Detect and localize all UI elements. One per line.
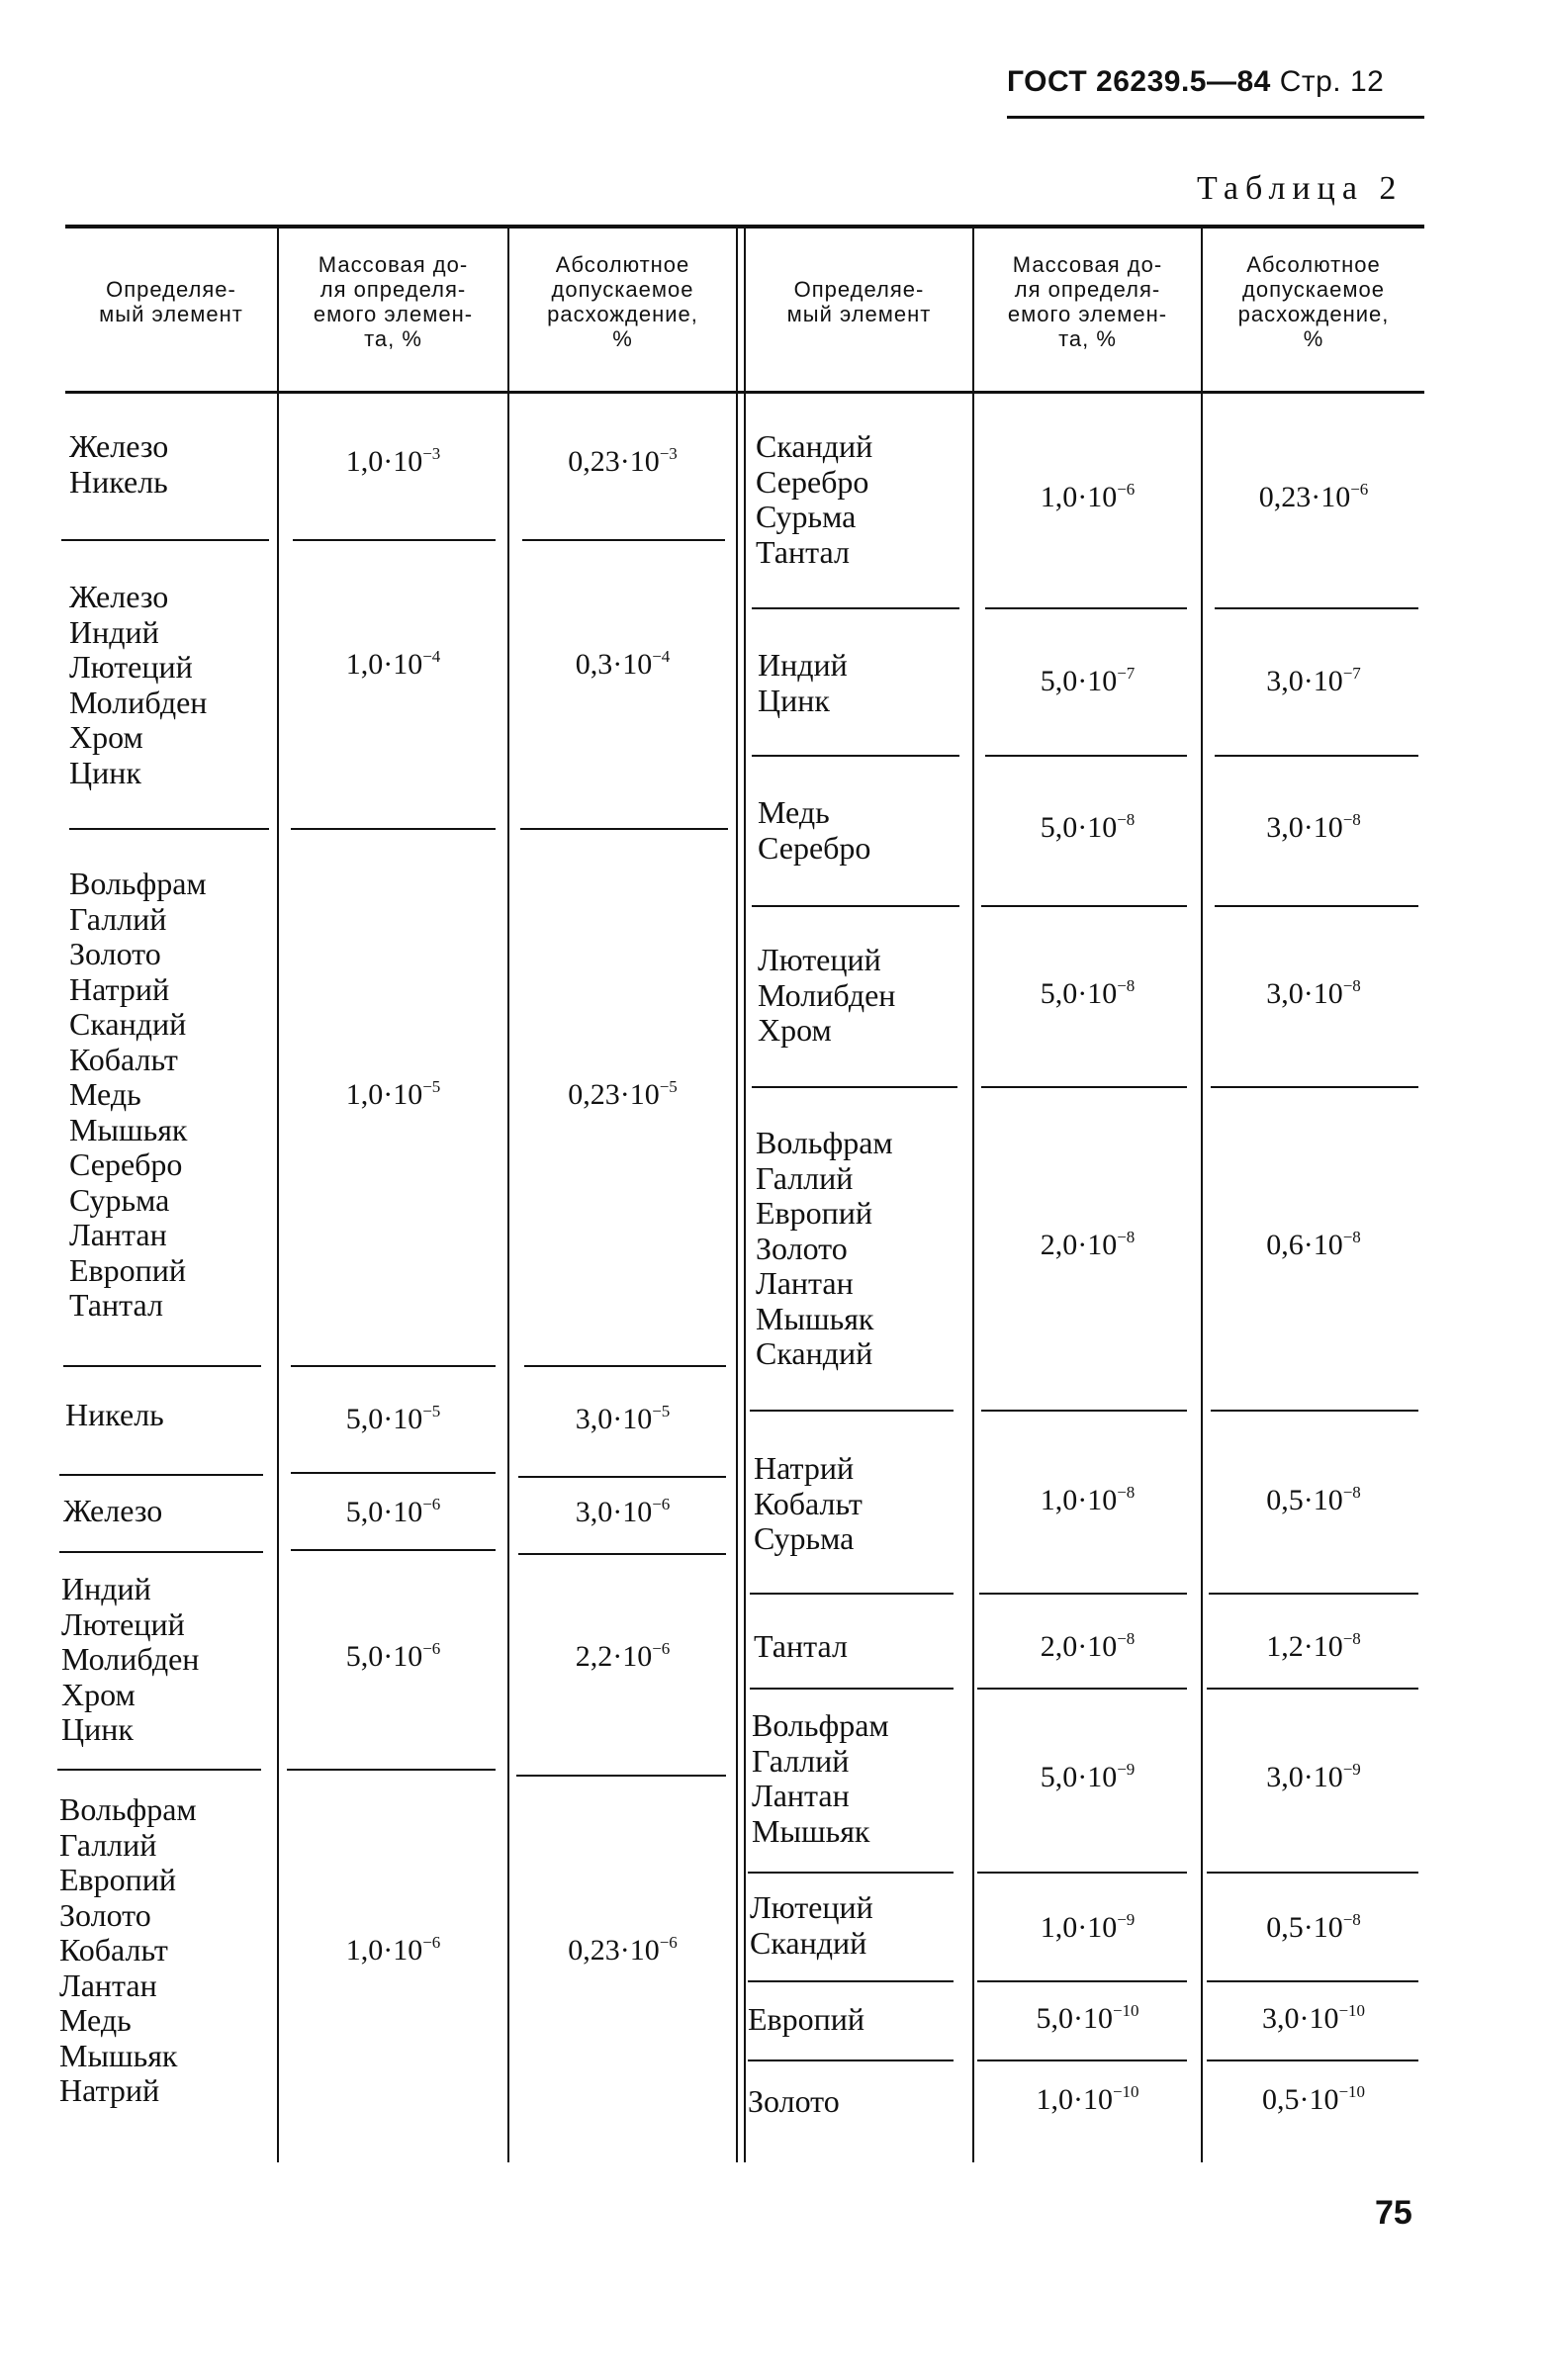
mass-fraction-value: $1,0\cdot 10^{-4}$ [345, 647, 441, 681]
row-separator [69, 828, 269, 830]
col-divider-double [744, 229, 746, 2162]
row-elements: Вольфрам Галлий Лантан Мышьяк [752, 1707, 889, 1849]
row-separator [522, 539, 725, 541]
col-divider-double [736, 229, 738, 2162]
tolerance-value: $0,3\cdot 10^{-4}$ [575, 647, 671, 681]
row-separator [977, 1688, 1187, 1690]
mass-fraction-value: $2,0\cdot 10^{-8}$ [1040, 1629, 1136, 1663]
header-tol-left [509, 252, 736, 351]
col-divider [972, 229, 974, 2162]
header-mass-label: Массовая до- ля определя- емого элемен- та, % [1007, 252, 1168, 351]
row-elements: Лютеций Скандий [750, 1889, 873, 1961]
page-label: Стр. 12 [1279, 65, 1385, 98]
header-tol-right [1203, 252, 1424, 351]
table-caption: Таблица 2 [1197, 170, 1404, 207]
row-separator [752, 607, 959, 609]
row-separator [291, 1472, 496, 1474]
standard-code: ГОСТ 26239.5—84 [1007, 65, 1271, 98]
row-elements: Индий Лютеций Молибден Хром Цинк [61, 1571, 200, 1747]
row-separator [291, 1365, 496, 1367]
col-divider [1201, 229, 1203, 2162]
header-element-label: Определяе- мый элемент [99, 277, 243, 326]
tolerance-value: $3,0\cdot 10^{-5}$ [575, 1402, 671, 1435]
row-separator [1215, 905, 1418, 907]
row-separator [750, 1410, 954, 1412]
mass-fraction-value: $5,0\cdot 10^{-8}$ [1040, 810, 1136, 844]
mass-fraction-value: $1,0\cdot 10^{-6}$ [345, 1933, 441, 1967]
row-elements: Вольфрам Галлий Европий Золото Лантан Мышьяк Скандий [756, 1125, 893, 1371]
row-elements: Скандий Серебро Сурьма Тантал [756, 428, 873, 570]
page-number: 75 [1375, 2194, 1412, 2232]
running-header [1007, 65, 1384, 99]
row-elements: Медь Серебро [758, 794, 871, 866]
row-separator [1215, 755, 1418, 757]
row-separator [1207, 1688, 1418, 1690]
tolerance-value: $0,23\cdot 10^{-3}$ [568, 444, 678, 478]
header-mass-left [279, 252, 507, 351]
header-rule [1007, 116, 1424, 119]
tolerance-value: $0,5\cdot 10^{-10}$ [1261, 2082, 1366, 2116]
row-separator [520, 828, 728, 830]
row-elements: Вольфрам Галлий Европий Золото Кобальт Лантан Медь Мышьяк Натрий [59, 1791, 197, 2108]
row-separator [287, 1769, 496, 1771]
header-mass-right [974, 252, 1201, 351]
row-elements: Тантал [754, 1628, 848, 1664]
row-elements: Лютеций Молибден Хром [758, 942, 896, 1048]
row-separator [977, 2060, 1187, 2061]
row-elements: Натрий Кобальт Сурьма [754, 1450, 863, 1556]
row-elements: Вольфрам Галлий Золото Натрий Скандий Кобальт Медь Мышьяк Серебро Сурьма Лантан Европий Тантал [69, 866, 207, 1323]
row-separator [979, 1593, 1187, 1595]
mass-fraction-value: $1,0\cdot 10^{-5}$ [345, 1077, 441, 1111]
tolerance-value: $0,6\cdot 10^{-8}$ [1266, 1228, 1361, 1261]
mass-fraction-value: $2,0\cdot 10^{-8}$ [1040, 1228, 1136, 1261]
tolerance-value: $0,5\cdot 10^{-8}$ [1266, 1483, 1361, 1516]
mass-fraction-value: $5,0\cdot 10^{-7}$ [1040, 664, 1136, 697]
row-separator [1207, 1872, 1418, 1874]
header-element-right [746, 277, 972, 326]
row-elements: Золото [748, 2083, 840, 2119]
row-separator [752, 1086, 957, 1088]
row-elements: Индий Цинк [758, 647, 848, 718]
header-element-left [65, 277, 277, 326]
mass-fraction-value: $5,0\cdot 10^{-6}$ [345, 1495, 441, 1528]
mass-fraction-value: $5,0\cdot 10^{-10}$ [1036, 2001, 1139, 2035]
row-separator [752, 755, 959, 757]
row-separator [977, 1980, 1187, 1982]
row-separator [59, 1474, 263, 1476]
mass-fraction-value: $5,0\cdot 10^{-6}$ [345, 1639, 441, 1673]
row-separator [1209, 1593, 1418, 1595]
tolerance-value: $3,0\cdot 10^{-8}$ [1266, 810, 1361, 844]
row-elements: Железо Никель [69, 428, 169, 500]
row-separator [1207, 1980, 1418, 1982]
row-separator [63, 1365, 261, 1367]
mass-fraction-value: $5,0\cdot 10^{-8}$ [1040, 976, 1136, 1010]
col-divider [507, 229, 509, 2162]
row-separator [977, 1872, 1187, 1874]
row-separator [524, 1365, 726, 1367]
header-tol-label: Абсолютное допускаемое расхождение, % [1237, 252, 1390, 351]
mass-fraction-value: $1,0\cdot 10^{-3}$ [345, 444, 441, 478]
tolerance-value: $3,0\cdot 10^{-8}$ [1266, 976, 1361, 1010]
row-separator [981, 1086, 1187, 1088]
tolerance-value: $3,0\cdot 10^{-7}$ [1266, 664, 1361, 697]
row-separator [1211, 1410, 1418, 1412]
row-elements: Железо Индий Лютеций Молибден Хром Цинк [69, 579, 208, 790]
tolerance-value: $3,0\cdot 10^{-10}$ [1261, 2001, 1366, 2035]
header-tol-label: Абсолютное допускаемое расхождение, % [547, 252, 698, 351]
row-separator [291, 828, 496, 830]
mass-fraction-value: $1,0\cdot 10^{-9}$ [1040, 1910, 1136, 1944]
row-elements: Никель [65, 1397, 164, 1432]
row-elements: Европий [748, 2001, 865, 2037]
tolerance-value: $0,23\cdot 10^{-6}$ [568, 1933, 678, 1967]
tolerance-value: $3,0\cdot 10^{-6}$ [575, 1495, 671, 1528]
row-separator [985, 755, 1187, 757]
tolerance-value: $0,23\cdot 10^{-5}$ [568, 1077, 678, 1111]
header-mass-label: Массовая до- ля определя- емого элемен- та, % [313, 252, 474, 351]
tolerance-value: $0,23\cdot 10^{-6}$ [1258, 480, 1369, 513]
tolerance-value: $1,2\cdot 10^{-8}$ [1266, 1629, 1361, 1663]
row-separator [981, 1410, 1187, 1412]
row-separator [57, 1769, 261, 1771]
tolerance-value: $0,5\cdot 10^{-8}$ [1266, 1910, 1361, 1944]
row-separator [59, 1551, 263, 1553]
row-separator [291, 1549, 496, 1551]
row-separator [293, 539, 496, 541]
row-separator [518, 1476, 726, 1478]
row-separator [518, 1553, 726, 1555]
row-separator [748, 2060, 954, 2061]
row-elements: Железо [63, 1493, 163, 1528]
row-separator [748, 1980, 954, 1982]
row-separator [750, 1688, 954, 1690]
row-separator [1215, 607, 1418, 609]
row-separator [1211, 1086, 1418, 1088]
row-separator [985, 607, 1187, 609]
row-separator [61, 539, 269, 541]
mass-fraction-value: $5,0\cdot 10^{-5}$ [345, 1402, 441, 1435]
row-separator [981, 905, 1187, 907]
tolerance-value: $2,2\cdot 10^{-6}$ [575, 1639, 671, 1673]
tolerance-value: $3,0\cdot 10^{-9}$ [1266, 1760, 1361, 1793]
mass-fraction-value: $5,0\cdot 10^{-9}$ [1040, 1760, 1136, 1793]
header-element-label: Определяе- мый элемент [786, 277, 932, 326]
row-separator [748, 1872, 954, 1874]
row-separator [1207, 2060, 1418, 2061]
mass-fraction-value: $1,0\cdot 10^{-6}$ [1040, 480, 1136, 513]
mass-fraction-value: $1,0\cdot 10^{-10}$ [1036, 2082, 1139, 2116]
row-separator [516, 1775, 726, 1777]
mass-fraction-value: $1,0\cdot 10^{-8}$ [1040, 1483, 1136, 1516]
row-separator [752, 905, 959, 907]
row-separator [750, 1593, 954, 1595]
col-divider [277, 229, 279, 2162]
